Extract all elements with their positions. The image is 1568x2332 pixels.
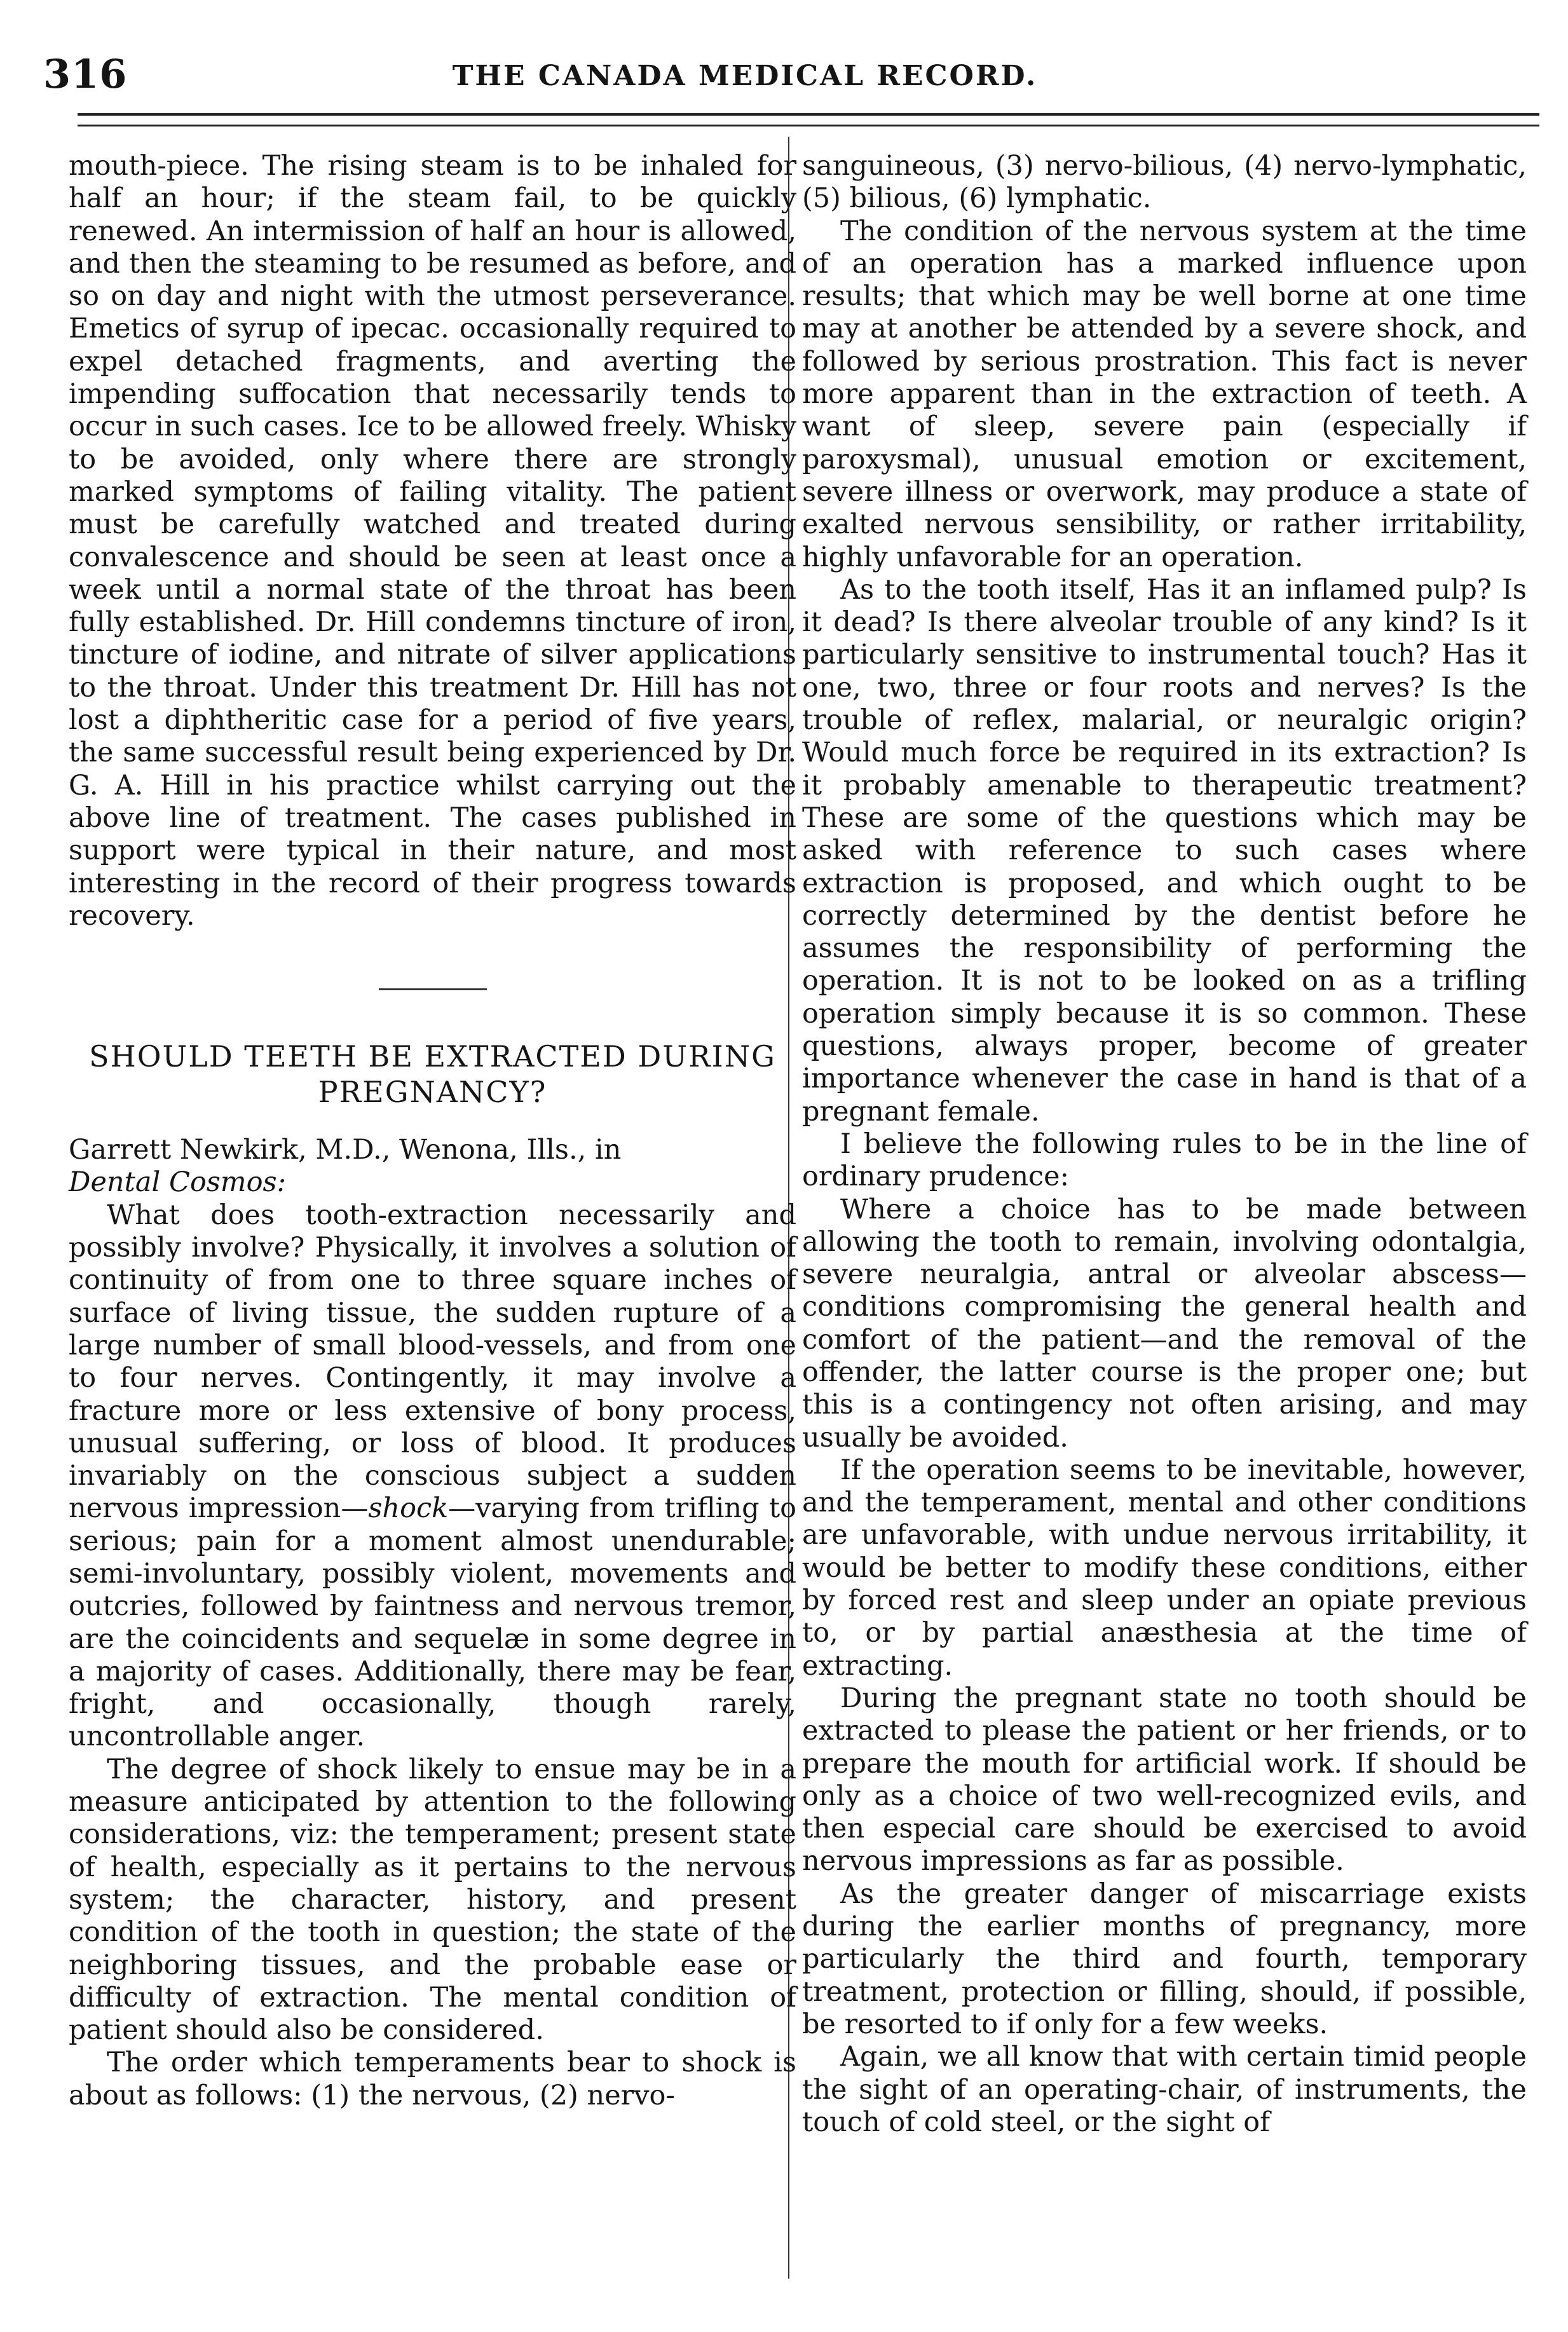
page-header (39, 38, 1533, 102)
right-column (802, 150, 1527, 2139)
paragraph-4: The condition of the nervous system at the time of an operation has a marked influence upon results; that which may be well borne at one time may at another be attended by a severe shock, and followed by serious prostration. This fact is never more apparent than in the extraction of teeth. A want of sleep, severe pain (especially if paroxysmal), unusual emotion or excitement, severe illness or overwork, may produce a state of exalted nervous sensibility, or rather irritability, highly unfavorable for an operation. (802, 215, 1527, 573)
p1-emphasis: shock (368, 1492, 449, 1525)
paragraph-2: The degree of shock likely to ensue may be in a measure anticipated by attention to the following considerations, viz: the temperament; present state of health, especially as it pertains to the nervous system; the character, history, and present condition of the tooth in question; the state of the neighboring tissues, and the probable ease or difficulty of extraction. The mental condition of patient should also be considered. (69, 1753, 796, 2047)
p1-before: What does tooth-extraction necessarily and possibly involve? Physically, it involves a solution of continuity of from one to three square inches of surface of living tissue, the sudden rupture of a large number of small blood-vessels, and from one to four nerves. Contingently, it may involve a fracture more or less extensive of bony process, unusual suffering, or loss of blood. It produces invariably on the conscious subject a sudden nervous impression— (69, 1199, 796, 1525)
article-title: SHOULD TEETH BE EXTRACTED DURING PREGNANCY? (89, 1039, 776, 1110)
page-number: 316 (43, 51, 128, 97)
article-byline (69, 1134, 796, 1199)
journal-title: THE CANADA MEDICAL RECORD. (452, 60, 1038, 92)
paragraph-8: If the operation seems to be inevitable, however, and the temperament, mental and other conditions are unfavorable, with undue nervous irritability, it would be better to modify these conditions, either by forced rest and sleep under an opiate previous to, or by partial anæsthesia at the time of extracting. (802, 1454, 1527, 1682)
header-rule (78, 113, 1539, 116)
right-continuation-paragraph: sanguineous, (3) nervo-bilious, (4) nervo-lymphatic, (5) bilious, (6) lymphatic. (802, 150, 1527, 215)
paragraph-11: Again, we all know that with certain timid people the sight of an operating-chair, of instruments, the touch of cold steel, or the sight of (802, 2041, 1527, 2138)
section-separator (379, 988, 487, 990)
left-column (69, 150, 796, 2112)
paragraph-5: As to the tooth itself, Has it an inflamed pulp? Is it dead? Is there alveolar trouble of any kind? Is it particularly sensitive to instrumental touch? Has it one, two, three or four roots and nerves? Is the trouble of reflex, malarial, or neuralgic origin? Would much force be required in its extraction? Is it probably amenable to therapeutic treatment? These are some of the questions which may be asked with reference to such cases where extraction is proposed, and which ought to be correctly determined by the dentist before he assumes the responsibility of performing the operation. It is not to be looked on as a trifling operation simply because it is so common. These questions, always proper, become of greater importance whenever the case in hand is that of a pregnant female. (802, 573, 1527, 1128)
header-rule-thin (78, 125, 1539, 126)
byline-text: Garrett Newkirk, M.D., Wenona, Ills., in (69, 1134, 622, 1166)
paragraph-10: As the greater danger of miscarriage exists during the earlier months of pregnancy, more particularly the third and fourth, temporary treatment, protection or filling, should, if possible, be resorted to if only for a few weeks. (802, 1878, 1527, 2040)
paragraph-7: Where a choice has to be made between allowing the tooth to remain, involving odontalgia, severe neuralgia, antral or alveolar abscess—conditions compromising the general health and comfort of the patient—and the removal of the offender, the latter course is the proper one; but this is a contingency not often arising, and may usually be avoided. (802, 1193, 1527, 1454)
paragraph-3: The order which temperaments bear to shock is about as follows: (1) the nervous, (2) nervo- (69, 2047, 796, 2111)
source-journal: Dental Cosmos: (69, 1166, 287, 1199)
paragraph-6: I believe the following rules to be in the line of ordinary prudence: (802, 1128, 1527, 1193)
p1-after: —varying from trifling to serious; pain for a moment almost unendurable; semi-involuntary, possibly violent, movements and outcries, followed by faintness and nervous tremor, are the coincidents and sequelæ in some degree in a majority of cases. Additionally, there may be fear, fright, and occasionally, though rarely, uncontrollable anger. (69, 1492, 796, 1753)
paragraph-9: During the pregnant state no tooth should be extracted to please the patient or her friends, or to prepare the mouth for artificial work. If should be only as a choice of two well-recognized evils, and then especial care should be exercised to avoid nervous impressions as far as possible. (802, 1682, 1527, 1878)
left-continuation-paragraph: mouth-piece. The rising steam is to be inhaled for half an hour; if the steam fail, to be quickly renewed. An intermission of half an hour is allowed, and then the steaming to be resumed as before, and so on day and night with the utmost perseverance. Emetics of syrup of ipecac. occasionally required to expel detached fragments, and averting the impending suffocation that necessarily tends to occur in such cases. Ice to be allowed freely. Whisky to be avoided, only where there are strongly marked symptoms of failing vitality. The patient must be carefully watched and treated during convalescence and should be seen at least once a week until a normal state of the throat has been fully established. Dr. Hill condemns tincture of iron, tincture of iodine, and nitrate of silver applications to the throat. Under this treatment Dr. Hill has not lost a diphtheritic case for a period of five years, the same successful result being experienced by Dr. G. A. Hill in his practice whilst carrying out the above line of treatment. The cases published in support were typical in their nature, and most interesting in the record of their progress towards recovery. (69, 150, 796, 932)
paragraph-1 (69, 1199, 796, 1754)
